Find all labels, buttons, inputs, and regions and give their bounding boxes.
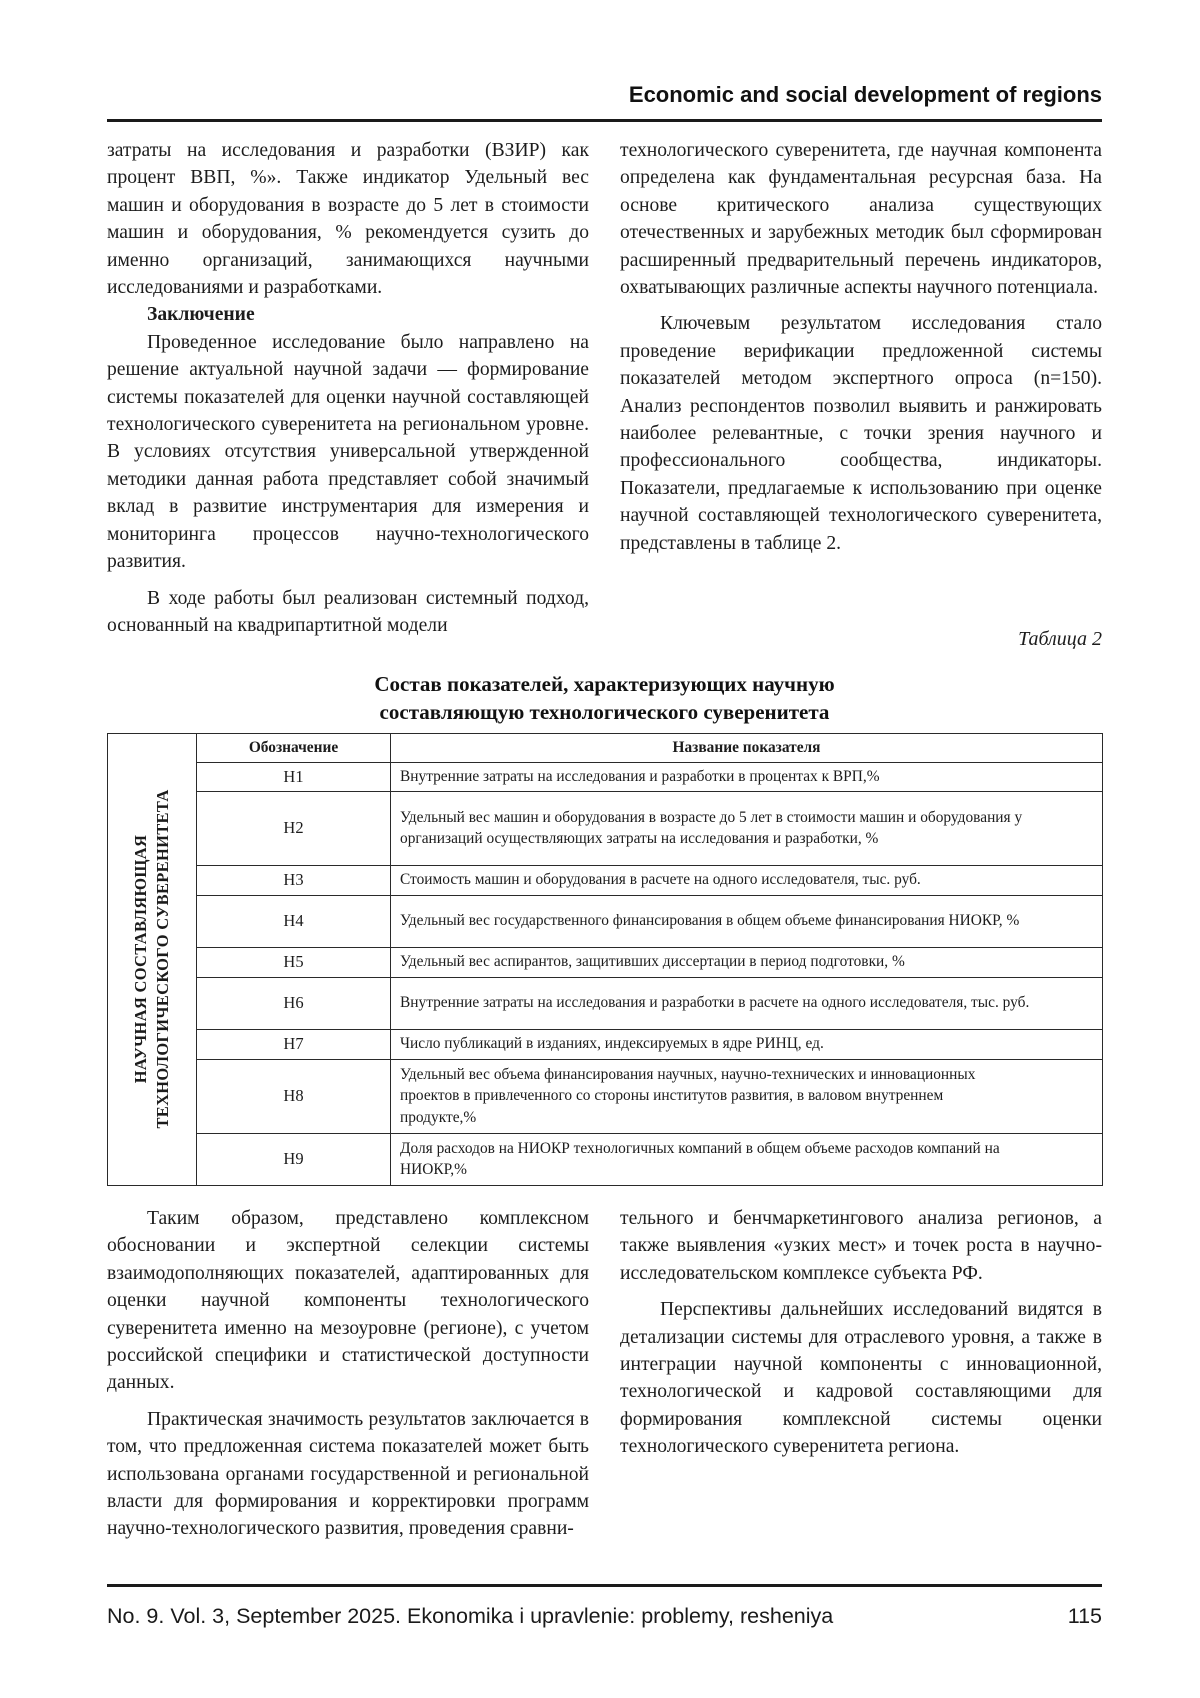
page-footer bbox=[107, 1604, 1102, 1629]
table-row bbox=[108, 895, 1103, 947]
table-header-row bbox=[108, 734, 1103, 763]
indicator-name: Внутренние затраты на исследования и разработки в процентах к ВРП,% bbox=[391, 763, 1103, 792]
indicator-name bbox=[391, 1059, 1103, 1133]
indicator-name-text: Доля расходов на НИОКР технологичных компаний в общем объеме расходов компаний на НИОКР,% bbox=[400, 1139, 1000, 1178]
indicator-code: Н3 bbox=[197, 865, 391, 895]
indicator-code: Н1 bbox=[197, 763, 391, 792]
indicator-name-text: Удельный вес машин и оборудования в возрасте до 5 лет в стоимости машин и оборудования у организаций осуществляющих затраты на исследования и разработки, % bbox=[400, 808, 1023, 847]
indicator-name: Внутренние затраты на исследования и разработки в расчете на одного исследователя, тыс. руб. bbox=[391, 977, 1103, 1029]
left-column-top bbox=[107, 137, 589, 639]
left-column-bottom bbox=[107, 1205, 589, 1543]
running-title: Economic and social development of regions bbox=[628, 82, 1102, 107]
indicator-code: Н6 bbox=[197, 977, 391, 1029]
column-header-name: Название показателя bbox=[391, 734, 1103, 763]
paragraph: Таким образом, представлено комплексном обосновании и экспертной селекции системы взаимодополняющих показателей, адаптированных для оценки научной компоненты технологического суверенитета именно на мезоуровне (регионе), с учетом российской специфики и статистической доступности данных. bbox=[107, 1208, 589, 1394]
table-row bbox=[108, 763, 1103, 792]
indicator-name: Число публикаций в изданиях, индексируемых в ядре РИНЦ, ед. bbox=[391, 1029, 1103, 1059]
indicator-code: Н9 bbox=[197, 1133, 391, 1185]
paragraph: затраты на исследования и разработки (ВЗИР) как процент ВВП, %». Также индикатор Удельный вес машин и оборудования в возрасте до 5 лет в стоимости машин и оборудования, % рекомендуется сузить до именно организаций, занимающихся научными исследованиями и разработками. bbox=[107, 140, 589, 299]
page-number: 115 bbox=[1067, 1604, 1102, 1628]
journal-citation: No. 9. Vol. 3, September 2025. Ekonomika i upravlenie: problemy, resheniya bbox=[107, 1604, 834, 1628]
paragraph: Проведенное исследование было направлено на решение актуальной научной задачи — формирование системы показателей для оценки научной составляющей технологического суверенитета на региональном уровне. В условиях отсутствия универсальной утвержденной методики данная работа представляет собой значимый вклад в развитие инструментария для измерения и мониторинга процессов научно-технологического развития. bbox=[107, 331, 589, 573]
table-row bbox=[108, 947, 1103, 977]
indicator-code: Н7 bbox=[197, 1029, 391, 1059]
group-label-cell bbox=[108, 734, 197, 1186]
section-heading-conclusion: Заключение bbox=[147, 304, 255, 326]
indicator-code: Н5 bbox=[197, 947, 391, 977]
indicator-name: Удельный вес государственного финансирования в общем объеме финансирования НИОКР, % bbox=[391, 895, 1103, 947]
indicator-name bbox=[391, 1133, 1103, 1185]
paragraph: технологического суверенитета, где научная компонента определена как фундаментальная ресурсная база. На основе критического анализа существующих отечественных и зарубежных методик был сформирован расширенный предварительный перечень индикаторов, охватывающих различные аспекты научного потенциала. bbox=[620, 140, 1102, 299]
table-row bbox=[108, 1059, 1103, 1133]
indicator-name: Удельный вес аспирантов, защитивших диссертации в период подготовки, % bbox=[391, 947, 1103, 977]
table-row bbox=[108, 1029, 1103, 1059]
table-title-line: составляющую технологического суверенитета bbox=[379, 700, 830, 724]
paragraph: тельного и бенчмаркетингового анализа регионов, а также выявления «узких мест» и точек роста в научно-исследовательском комплексе субъекта РФ. bbox=[620, 1208, 1102, 1284]
group-label bbox=[130, 790, 174, 1129]
column-header-code: Обозначение bbox=[197, 734, 391, 763]
indicators-table bbox=[107, 733, 1103, 1186]
table-row bbox=[108, 977, 1103, 1029]
group-label-line: ТЕХНОЛОГИЧЕСКОГО СУВЕРЕНИТЕТА bbox=[153, 789, 172, 1129]
indicator-code: Н4 bbox=[197, 895, 391, 947]
table-title-line: Состав показателей, характеризующих научную bbox=[374, 672, 835, 696]
paragraph: В ходе работы был реализован системный подход, основанный на квадрипартитной модели bbox=[107, 587, 589, 636]
right-column-bottom bbox=[620, 1205, 1102, 1461]
table-row bbox=[108, 1133, 1103, 1185]
footer-rule bbox=[107, 1584, 1102, 1587]
paragraph: Практическая значимость результатов заключается в том, что предложенная система показателей может быть использована органами государственной и региональной власти для формирования и корректировки программ научно-технологического развития, проведения сравни- bbox=[107, 1408, 589, 1540]
indicator-name: Стоимость машин и оборудования в расчете на одного исследователя, тыс. руб. bbox=[391, 865, 1103, 895]
right-column-top bbox=[620, 137, 1102, 557]
paragraph: Перспективы дальнейших исследований видятся в детализации системы для отраслевого уровня, а также в интеграции научной компоненты с инновационной, технологической и кадровой составляющими для формирования комплексной системы оценки технологического суверенитета региона. bbox=[620, 1299, 1102, 1458]
indicator-name bbox=[391, 791, 1103, 865]
table-row bbox=[108, 865, 1103, 895]
table-title bbox=[107, 670, 1102, 726]
indicator-code: Н8 bbox=[197, 1059, 391, 1133]
table-label: Таблица 2 bbox=[1018, 628, 1102, 650]
indicator-name-text: Удельный вес объема финансирования научных, научно-технических и инновационных проектов в привлеченного со стороны институтов развития, в валовом внутреннем продукте,% bbox=[400, 1065, 976, 1126]
table-row bbox=[108, 791, 1103, 865]
indicator-code: Н2 bbox=[197, 791, 391, 865]
header-rule bbox=[107, 119, 1102, 122]
paragraph: Ключевым результатом исследования стало проведение верификации предложенной системы показателей методом экспертного опроса (n=150). Анализ респондентов позволил выявить и ранжировать наиболее релевантные, с точки зрения научного и профессионального сообщества, индикаторы. Показатели, предлагаемые к использованию при оценке научной составляющей технологического суверенитета, представлены в таблице 2. bbox=[620, 313, 1102, 554]
group-label-line: НАУЧНАЯ СОСТАВЛЯЮЩАЯ bbox=[131, 835, 150, 1084]
